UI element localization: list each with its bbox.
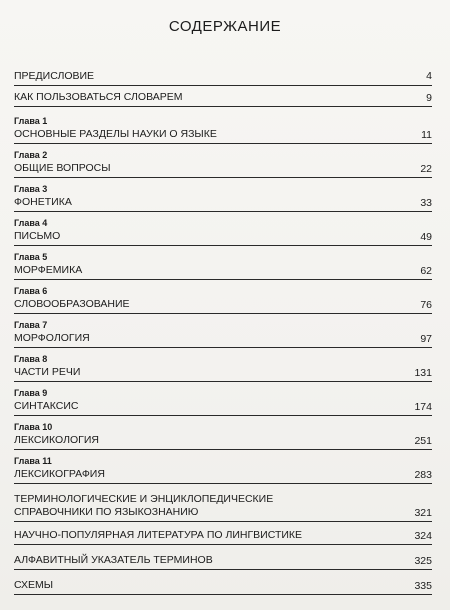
- table-of-contents: [14, 66, 432, 595]
- toc-entry-title: МОРФЕМИКА: [14, 264, 83, 276]
- toc-entry: [14, 252, 432, 280]
- toc-underline: [14, 245, 432, 246]
- toc-entry-page: 251: [414, 435, 432, 447]
- toc-entry-page: 33: [420, 197, 432, 209]
- toc-entry: [14, 388, 432, 416]
- toc-chapter-label: Глава 10: [14, 422, 53, 432]
- toc-entry-page: 335: [414, 580, 432, 592]
- toc-chapter-label: Глава 11: [14, 456, 52, 466]
- toc-underline: [14, 177, 432, 178]
- toc-entry-page: 76: [420, 299, 432, 311]
- toc-entry-title: ПИСЬМО: [14, 230, 61, 242]
- toc-underline: [14, 544, 432, 545]
- toc-entry: [14, 354, 432, 382]
- toc-chapter-label: Глава 5: [14, 252, 48, 262]
- toc-underline: [14, 313, 432, 314]
- toc-underline: [14, 381, 432, 382]
- toc-entry-page: 97: [420, 333, 432, 345]
- toc-entry-title-continued: СПРАВОЧНИКИ ПО ЯЗЫКОЗНАНИЮ: [14, 506, 199, 518]
- toc-entry-title: ФОНЕТИКА: [14, 196, 72, 208]
- toc-chapter-label: Глава 6: [14, 286, 48, 296]
- toc-entry-title: СЛОВООБРАЗОВАНИЕ: [14, 298, 130, 310]
- toc-underline: [14, 347, 432, 348]
- toc-underline: [14, 594, 432, 595]
- toc-entry: [14, 66, 432, 85]
- toc-entry-page: 325: [414, 555, 432, 567]
- toc-underline: [14, 143, 432, 144]
- toc-entry-title: МОРФОЛОГИЯ: [14, 332, 90, 344]
- toc-entry-page: 131: [414, 367, 432, 379]
- toc-entry: [14, 116, 432, 144]
- toc-entry-page: 174: [414, 401, 432, 413]
- toc-entry-page: 49: [420, 231, 432, 243]
- toc-entry-page: 324: [414, 530, 432, 542]
- toc-underline: [14, 106, 432, 107]
- toc-entry-title: ОСНОВНЫЕ РАЗДЕЛЫ НАУКИ О ЯЗЫКЕ: [14, 128, 217, 140]
- toc-entry: [14, 91, 432, 107]
- page-title: СОДЕРЖАНИЕ: [168, 18, 282, 35]
- toc-chapter-label: Глава 3: [14, 184, 48, 194]
- toc-entry-title: СИНТАКСИС: [14, 400, 79, 412]
- toc-entry-page: 11: [421, 129, 432, 141]
- toc-chapter-label: Глава 7: [14, 320, 48, 330]
- toc-entry: [14, 320, 432, 348]
- toc-chapter-label: Глава 9: [14, 388, 48, 398]
- toc-entry-title: ПРЕДИСЛОВИЕ: [14, 70, 95, 82]
- toc-underline: [14, 415, 432, 416]
- toc-underline: [14, 521, 432, 522]
- toc-entry-page: 283: [414, 469, 432, 481]
- toc-entry: [14, 493, 432, 522]
- toc-entry: [14, 554, 432, 570]
- toc-entry-title: НАУЧНО-ПОПУЛЯРНАЯ ЛИТЕРАТУРА ПО ЛИНГВИСТИКЕ: [14, 529, 303, 541]
- toc-entry: [14, 422, 432, 450]
- toc-entry-title: СХЕМЫ: [14, 579, 54, 591]
- toc-entry-title: ТЕРМИНОЛОГИЧЕСКИЕ И ЭНЦИКЛОПЕДИЧЕСКИЕ: [14, 493, 274, 505]
- toc-entry: [14, 286, 432, 314]
- toc-entry-page: 4: [426, 70, 432, 82]
- toc-underline: [14, 449, 432, 450]
- toc-underline: [14, 211, 432, 212]
- toc-underline: [14, 85, 432, 86]
- toc-underline: [14, 569, 432, 570]
- toc-entry-page: 22: [420, 163, 432, 175]
- toc-entry-title: КАК ПОЛЬЗОВАТЬСЯ СЛОВАРЕМ: [14, 91, 183, 103]
- toc-entry: [14, 150, 432, 178]
- toc-chapter-label: Глава 2: [14, 150, 48, 160]
- toc-entry: [14, 579, 432, 595]
- toc-entry: [14, 456, 432, 484]
- toc-entry: [14, 529, 432, 545]
- toc-chapter-label: Глава 4: [14, 218, 48, 228]
- toc-entry-title: ОБЩИЕ ВОПРОСЫ: [14, 162, 111, 174]
- toc-entry-title: ЛЕКСИКОГРАФИЯ: [14, 468, 105, 480]
- toc-entry-page: 62: [420, 265, 432, 277]
- toc-chapter-label: Глава 1: [14, 116, 48, 126]
- toc-chapter-label: Глава 8: [14, 354, 48, 364]
- toc-underline: [14, 483, 432, 484]
- toc-entry-title: ЛЕКСИКОЛОГИЯ: [14, 434, 99, 446]
- toc-entry-page: 9: [426, 92, 432, 104]
- toc-entry: [14, 218, 432, 246]
- toc-entry-title: АЛФАВИТНЫЙ УКАЗАТЕЛЬ ТЕРМИНОВ: [14, 554, 213, 566]
- toc-entry-page: 321: [414, 507, 432, 519]
- toc-entry: [14, 184, 432, 212]
- toc-entry-title: ЧАСТИ РЕЧИ: [14, 366, 81, 378]
- toc-underline: [14, 279, 432, 280]
